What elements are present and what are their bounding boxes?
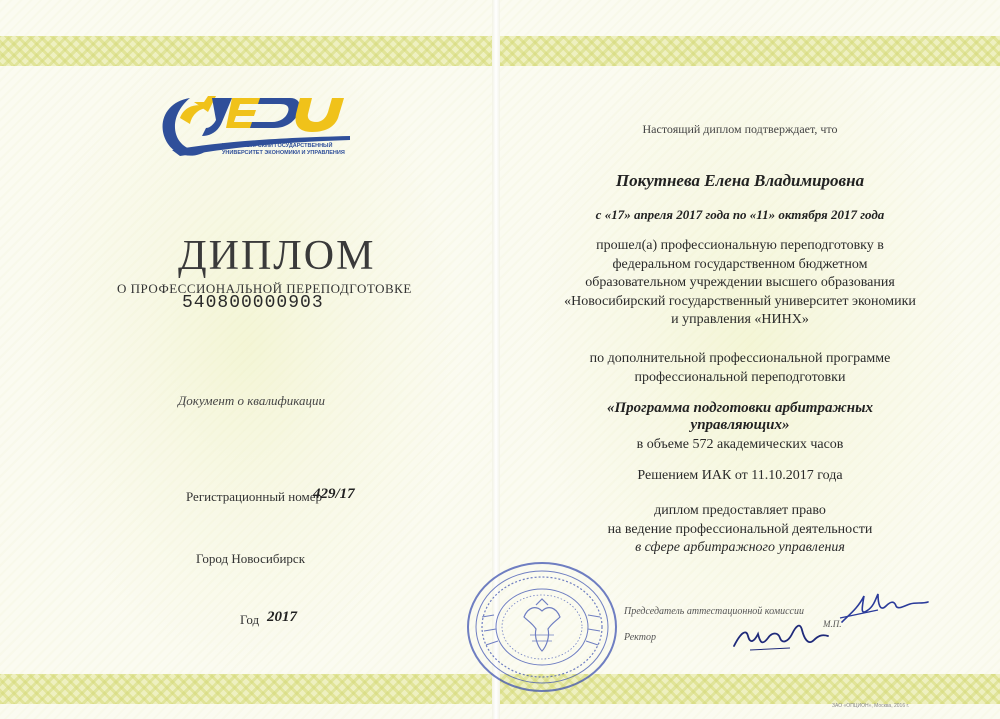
institution-line: образовательном учреждении высшего образования [585, 275, 895, 290]
diploma-title: ДИПЛОМ [178, 233, 376, 279]
program-intro [500, 350, 980, 387]
city: Город Новосибирск [196, 551, 306, 566]
top-ornament-band-right [500, 36, 1000, 66]
registration-value: 429/17 [313, 486, 355, 502]
rights-line: диплом предоставляет право [654, 503, 826, 518]
document-kind: Документ о квалификации [178, 393, 325, 408]
diploma-number: 540800000903 [182, 293, 324, 313]
institution-line: и управления «НИНХ» [671, 312, 809, 327]
confirms-text: Настоящий диплом подтверждает, что [642, 122, 838, 136]
institution-line: «Новосибирский государственный университет экономики [564, 293, 916, 309]
program-hours: в объеме 572 академических часов [636, 437, 844, 452]
mp-label: М.П. [823, 619, 842, 629]
program-name-line: «Программа подготовки арбитражных [606, 400, 873, 416]
logo-caption: НОВОСИБИРСКИЙ ГОСУДАРСТВЕННЫЙ УНИВЕРСИТЕТ ЭКОНОМИКИ И УПРАВЛЕНИЯ [222, 143, 345, 156]
chairman-label: Председатель аттестационной комиссии [624, 606, 804, 617]
year-label: Год [240, 612, 260, 627]
institution-block [500, 237, 980, 330]
chairman-signature [838, 588, 930, 628]
program-intro-line: по дополнительной профессиональной программе [589, 351, 891, 366]
rights-block [500, 502, 980, 558]
official-seal [462, 555, 622, 695]
rights-line: на ведение профессиональной деятельности [607, 521, 873, 537]
top-ornament-band [0, 36, 492, 66]
rector-label: Ректор [624, 632, 656, 643]
study-period: с «17» апреля 2017 года по «11» октября 2017 года [595, 207, 885, 222]
printer-imprint: ЗАО «ОПЦИОН», Москва, 2016 г. [832, 703, 910, 709]
program-intro-line: профессиональной переподготовки [634, 369, 846, 385]
program-name [500, 400, 980, 434]
holder-name: Покутнева Елена Владимировна [615, 171, 865, 190]
institution-line: федеральном государственном бюджетном [612, 256, 868, 272]
registration-label: Регистрационный номер [186, 489, 322, 504]
rector-signature [730, 616, 830, 656]
rights-field: в сфере арбитражного управления [635, 540, 845, 555]
program-name-line: управляющих» [690, 417, 790, 433]
diploma-subtitle: О ПРОФЕССИОНАЛЬНОЙ ПЕРЕПОДГОТОВКЕ [117, 281, 412, 296]
institution-line: прошел(а) профессиональную переподготовку в [596, 238, 884, 253]
bottom-ornament-band [0, 674, 492, 704]
year-value: 2017 [267, 609, 297, 625]
commission-decision: Решением ИАК от 11.10.2017 года [637, 468, 843, 483]
